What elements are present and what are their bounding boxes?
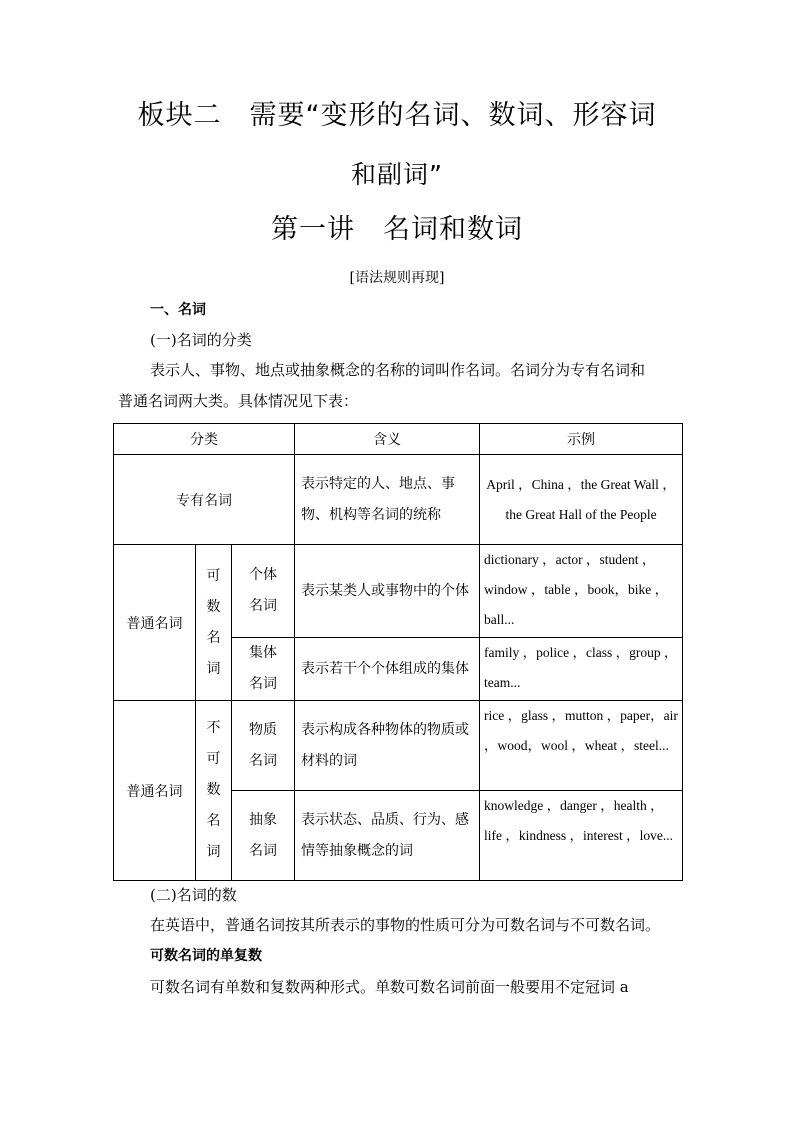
chapter-title-line2: 和副词” [351,160,443,189]
type-text: 抽象名词 [249,811,278,859]
vertical-char: 名 [206,813,221,829]
section-title-nouns: 一、名词 [150,302,206,318]
subsection-classification: (一)名词的分类 [150,331,252,349]
collective-noun-type [232,638,295,701]
common-noun-category: 普通名词 [114,545,196,701]
type-text: 集体名词 [249,645,278,692]
lecture-title: 第一讲 名词和数词 [271,214,523,245]
vertical-char: 不 [206,720,221,736]
table-row [114,545,683,638]
countable-noun-label [196,545,232,701]
collective-noun-example: family ，police ，class ，group ，team... [480,638,683,701]
individual-noun-meaning: 表示某类人或事物中的个体 [295,545,480,638]
paragraph-line1: 表示人、事物、地点或抽象概念的名称的词叫作名词。名词分为专有名词和 [150,361,646,379]
common-noun-category-2: 普通名词 [114,701,196,881]
vertical-char: 可 [206,567,221,584]
abstract-noun-type [232,791,295,881]
type-text: 物质名词 [249,721,278,769]
vertical-char: 数 [206,782,221,798]
vertical-char: 词 [206,844,221,860]
material-noun-example: rice ，glass ，mutton ，paper，air ，wood，wool ，wheat ，steel... [480,701,683,791]
type-text: 个体名词 [249,567,278,614]
proper-noun-meaning: 表示特定的人、地点、事物、机构等名词的统称 [295,455,480,545]
header-category: 分类 [114,424,295,455]
material-noun-meaning: 表示构成各种物体的物质或材料的词 [295,701,480,791]
vertical-char: 词 [206,660,221,677]
header-example: 示例 [480,424,683,455]
proper-noun-category: 专有名词 [114,455,295,545]
table-row [114,455,683,545]
abstract-noun-meaning: 表示状态、品质、行为、感情等抽象概念的词 [295,791,480,881]
uncountable-noun-label [196,701,232,881]
table-row [114,701,683,791]
table-header-row [114,424,683,455]
collective-noun-meaning: 表示若干个个体组成的集体 [295,638,480,701]
vertical-char: 可 [206,751,221,767]
header-meaning: 含义 [295,424,480,455]
material-noun-type [232,701,295,791]
section-tag: [语法规则再现] [349,270,445,286]
paragraph-number: 在英语中，普通名词按其所表示的事物的性质可分为可数名词与不可数名词。 [150,916,661,934]
individual-noun-type [232,545,295,638]
chapter-title-line1: 板块二 需要“变形的名词、数词、形容词 [137,100,657,131]
vertical-char: 名 [206,629,221,646]
noun-classification-table [113,423,683,881]
individual-noun-example: dictionary ，actor ，student ，window ，table ，book，bike ，ball... [480,545,683,638]
vertical-char: 数 [206,598,221,615]
paragraph-last-line: 可数名词有单数和复数两种形式。单数可数名词前面一般要用不定冠词 a [150,978,629,996]
paragraph-line2: 普通名词两大类。具体情况见下表： [118,392,359,410]
subsection-number: (二)名词的数 [150,886,237,904]
proper-noun-example: April ，China ，the Great Wall ，the Great Hall of the People [480,455,683,545]
abstract-noun-example: knowledge ，danger ，health ，life ，kindness ，interest ，love... [480,791,683,881]
countable-plural-title: 可数名词的单复数 [150,948,262,964]
